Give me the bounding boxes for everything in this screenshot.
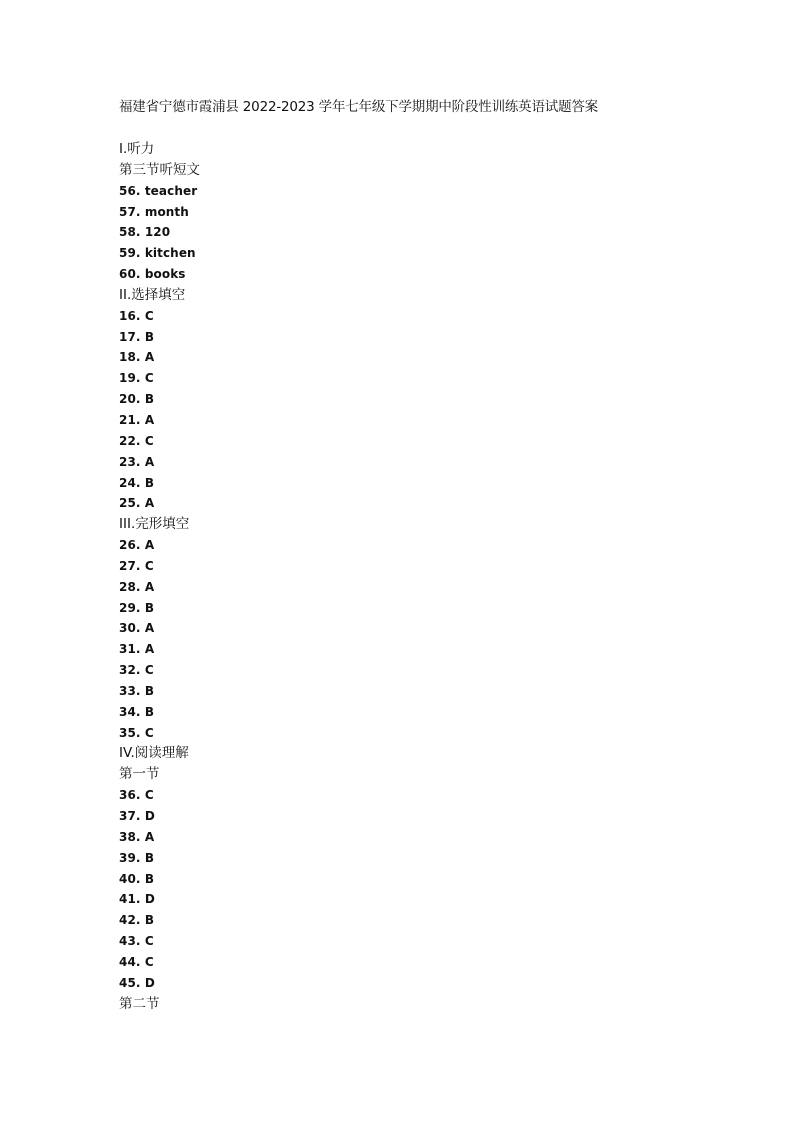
section-heading: II.选择填空	[119, 286, 186, 303]
answer-item: 41. D	[119, 892, 155, 907]
answer-item: 39. B	[119, 850, 155, 865]
answer-item: 22. C	[119, 433, 154, 448]
answer-item: 25. A	[119, 496, 155, 511]
answer-item: 58. 120	[119, 225, 171, 240]
answer-item: 27. C	[119, 558, 154, 573]
section-heading: 第二节	[119, 995, 160, 1012]
answer-item: 21. A	[119, 412, 155, 427]
section-heading: III.完形填空	[119, 516, 190, 533]
answer-item: 24. B	[119, 475, 155, 490]
answer-item: 17. B	[119, 329, 155, 344]
answer-item: 42. B	[119, 913, 155, 928]
section-heading: 第三节听短文	[119, 161, 200, 178]
section-heading: I.听力	[119, 141, 155, 157]
section-heading: IV.阅读理解	[119, 745, 189, 762]
answer-list	[119, 139, 679, 1014]
answer-item: 40. B	[119, 871, 155, 886]
section-heading: 第一节	[119, 766, 160, 783]
answer-item: 20. B	[119, 392, 155, 407]
answer-item: 33. B	[119, 683, 155, 698]
answer-item: 30. A	[119, 621, 155, 636]
answer-item: 37. D	[119, 809, 155, 823]
answer-item: 38. A	[119, 829, 155, 844]
answer-item: 57. month	[119, 204, 189, 219]
answer-item: 35. C	[119, 725, 154, 740]
answer-item: 60. books	[119, 267, 186, 282]
answer-item: 44. C	[119, 954, 154, 969]
answer-item: 19. C	[119, 371, 154, 386]
answer-item: 45. D	[119, 975, 155, 990]
answer-item: 34. B	[119, 704, 155, 719]
answer-item: 32. C	[119, 663, 154, 678]
answer-item: 26. A	[119, 538, 155, 553]
answer-item: 59. kitchen	[119, 246, 196, 261]
answer-item: 16. C	[119, 308, 154, 323]
answer-item: 28. A	[119, 579, 155, 594]
document-title: 福建省宁德市霞浦县 2022-2023 学年七年级下学期期中阶段性训练英语试题答案	[119, 99, 598, 115]
answer-item: 18. A	[119, 350, 155, 365]
answer-item: 43. C	[119, 934, 154, 949]
answer-item: 29. B	[119, 600, 155, 615]
answer-item: 31. A	[119, 642, 155, 657]
answer-item: 56. teacher	[119, 183, 198, 198]
answer-item: 23. A	[119, 454, 155, 469]
answer-item: 36. C	[119, 788, 154, 803]
